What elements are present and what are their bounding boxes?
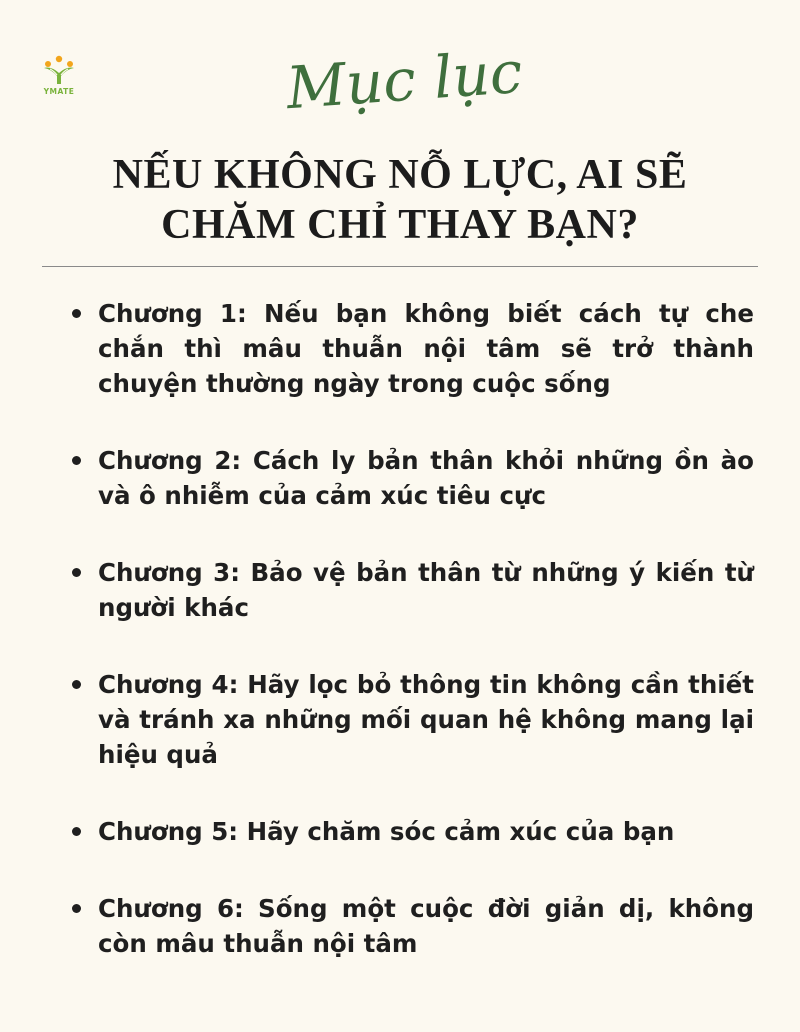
chapter-5-text: Chương 5: Hãy chăm sóc cảm xúc của bạn [98, 817, 675, 846]
bullet-icon [72, 309, 81, 318]
bullet-icon [72, 680, 81, 689]
chapter-3-text: Chương 3: Bảo vệ bản thân từ những ý kiến từ người khác [98, 558, 754, 622]
bullet-icon [72, 456, 81, 465]
chapter-1-item [64, 296, 754, 401]
ymate-logo [36, 55, 82, 105]
chapter-1-text: Chương 1: Nếu bạn không biết cách tự che chắn thì mâu thuẫn nội tâm sẽ trở thành chuyện thường ngày trong cuộc sống [98, 299, 754, 398]
chapter-6-item [64, 891, 754, 961]
chapter-5-item [64, 814, 754, 849]
logo-text: YMATE [43, 87, 75, 96]
table-of-contents [64, 296, 754, 961]
chapter-6-text: Chương 6: Sống một cuộc đời giản dị, không còn mâu thuẫn nội tâm [98, 894, 754, 958]
divider [42, 266, 758, 267]
chapter-2-item [64, 443, 754, 513]
chapter-4-item [64, 667, 754, 772]
bullet-icon [72, 827, 81, 836]
chapter-4-text: Chương 4: Hãy lọc bỏ thông tin không cần thiết và tránh xa những mối quan hệ không mang lại hiệu quả [98, 670, 754, 769]
title-line-2: CHĂM CHỈ THAY BẠN? [161, 202, 639, 248]
chapter-3-item [64, 555, 754, 625]
chapter-2-text: Chương 2: Cách ly bản thân khỏi những ồn ào và ô nhiễm của cảm xúc tiêu cực [98, 446, 754, 510]
bullet-icon [72, 904, 81, 913]
page-title [40, 150, 760, 250]
bullet-icon [72, 568, 81, 577]
people-tree-icon [42, 55, 76, 85]
script-heading [285, 30, 525, 130]
title-line-1: NẾU KHÔNG NỖ LỰC, AI SẼ [112, 152, 688, 198]
heading-text: Mục lục [284, 37, 525, 123]
